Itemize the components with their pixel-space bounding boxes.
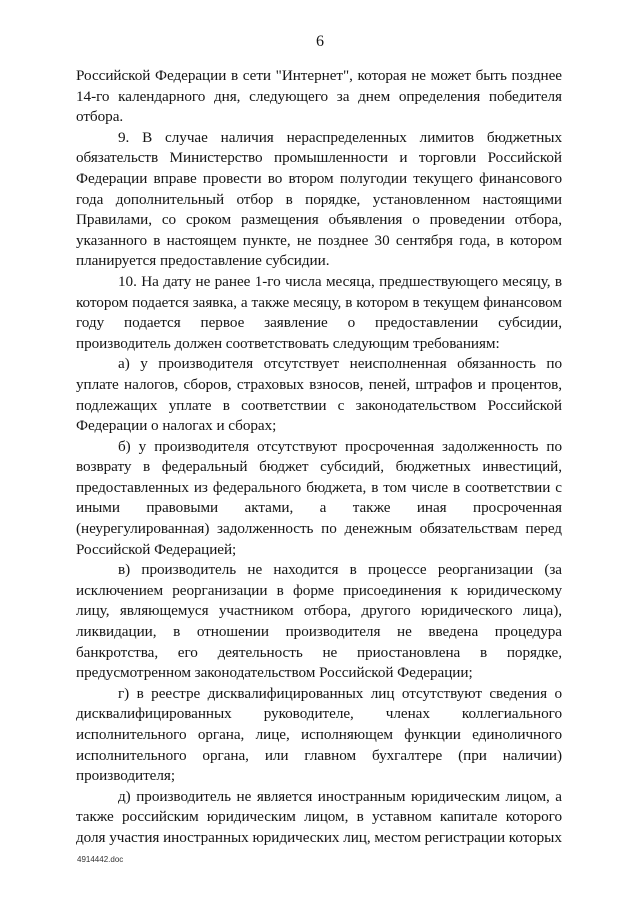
subitem-v: в) производитель не находится в процессе реорганизации (за исключением реорганизации в форме присоединения к юридическому лицу, являющемуся участником отбора, другого юридического лица), ликвидации, в отношении производителя не введена процедура банкротства, его деятельность не приостановлена в порядке, предусмотренном законодательством Российской Федерации;	[76, 561, 562, 682]
paragraph-continuation: Российской Федерации в сети "Интернет", которая не может быть позднее 14-го календарного дня, следующего за днем определения победителя отбора.	[76, 67, 562, 126]
paragraph-item-10: 10. На дату не ранее 1-го числа месяца, предшествующего месяцу, в котором подается заявка, а также месяцу, в котором в текущем финансовом году подается первое заявление о предоставлении субсидии, производитель должен соответствовать следующим требованиям:	[76, 272, 562, 352]
subitem-a: а) у производителя отсутствует неисполненная обязанность по уплате налогов, сборов, страховых взносов, пеней, штрафов и процентов, подлежащих уплате в соответствии с законодательством Российской Федерации о налогах и сборах;	[76, 355, 562, 435]
subitem-d: д) производитель не является иностранным юридическим лицом, а также российским юридическим лицом, в уставном капитале которого доля участия иностранных юридических лиц, местом регистрации которых	[76, 787, 562, 846]
page-number: 6	[316, 33, 324, 50]
paragraph-item-9: 9. В случае наличия нераспределенных лимитов бюджетных обязательств Министерство промышленности и торговли Российской Федерации вправе провести во втором полугодии текущего финансового года дополнительный отбор в порядке, установленном настоящими Правилами, со сроком размещения объявления о проведении отбора, указанного в настоящем пункте, не позднее 30 сентября года, в котором планируется предоставление субсидии.	[76, 128, 562, 270]
document-body	[76, 66, 562, 849]
subitem-g: г) в реестре дисквалифицированных лиц отсутствуют сведения о дисквалифицированных руководителе, членах коллегиального исполнительного органа, лице, исполняющем функции единоличного исполнительного органа, или главном бухгалтере (при наличии) производителя;	[76, 684, 562, 785]
document-file-code: 4914442.doc	[77, 855, 124, 864]
subitem-b: б) у производителя отсутствуют просроченная задолженность по возврату в федеральный бюджет субсидий, бюджетных инвестиций, предоставленных из федерального бюджета, в том числе в соответствии с иными правовыми актами, а также иная просроченная (неурегулированная) задолженность по денежным обязательствам перед Российской Федерацией;	[76, 437, 562, 558]
